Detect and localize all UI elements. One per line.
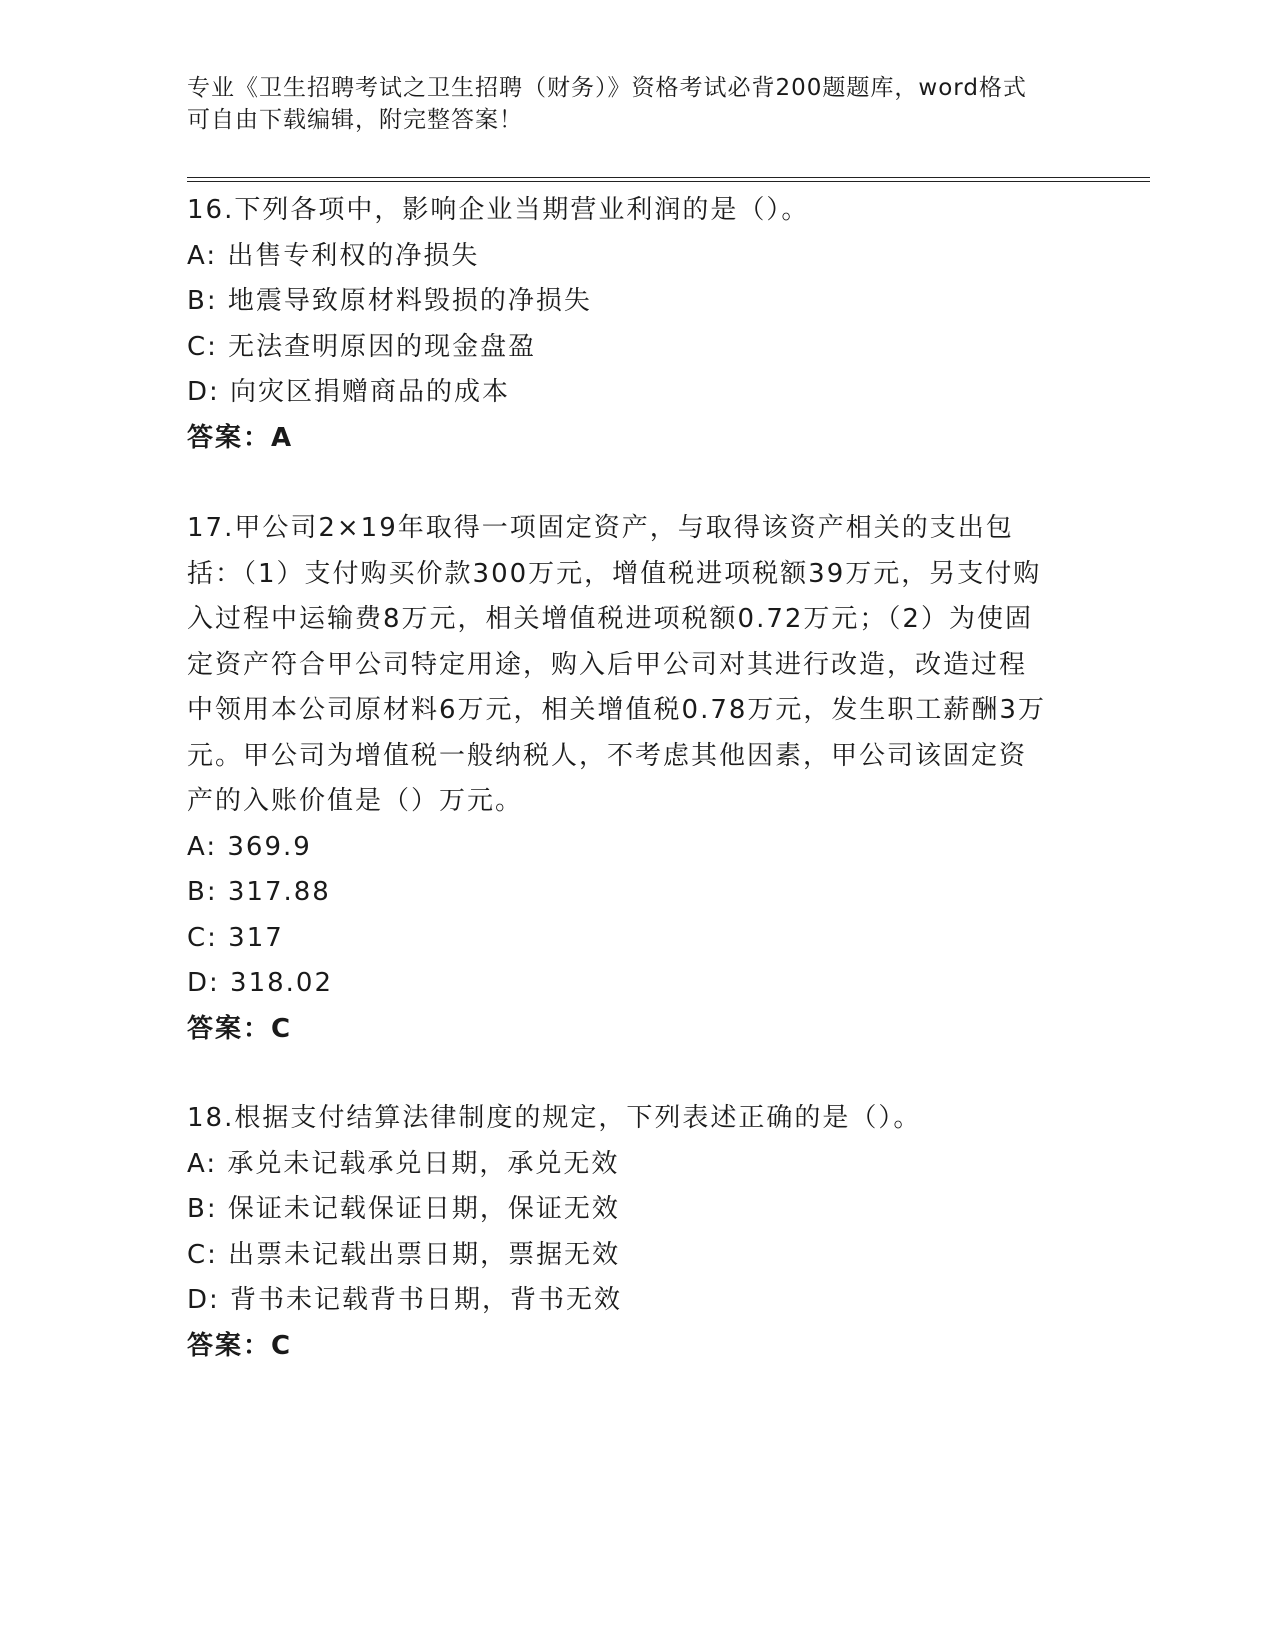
option-d: D: 背书未记载背书日期，背书无效 xyxy=(187,1285,623,1315)
answer: 答案：C xyxy=(187,1013,293,1044)
option-a: A: 369.9 xyxy=(187,831,312,862)
option-a: A: 承兑未记载承兑日期，承兑无效 xyxy=(187,1148,620,1179)
option-c: C: 出票未记载出票日期，票据无效 xyxy=(187,1239,621,1270)
option-b: B: 地震导致原材料毁损的净损失 xyxy=(187,286,592,316)
option-b: B: 保证未记载保证日期，保证无效 xyxy=(187,1194,620,1224)
document-header xyxy=(187,72,1067,136)
option-c: C: 317 xyxy=(187,922,284,953)
header-divider xyxy=(187,177,1150,182)
question-stem: 17.甲公司2×19年取得一项固定资产，与取得该资产相关的支出包括：（1）支付购买价款300万元，增值税进项税额39万元，另支付购入过程中运输费8万元，相关增值税进项税额0.72万元；（2）为使固定资产符合甲公司特定用途，购入后甲公司对其进行改造，改造过程中领用本公司原材料6万元，相关增值税0.78万元，发生职工薪酬3万元。甲公司为增值税一般纳税人，不考虑其他因素，甲公司该固定资产的入账价值是（）万元。 xyxy=(187,513,1046,816)
question-16 xyxy=(187,188,1087,461)
option-a: A: 出售专利权的净损失 xyxy=(187,240,480,271)
question-stem: 18.根据支付结算法律制度的规定，下列表述正确的是（）。 xyxy=(187,1103,922,1133)
question-18 xyxy=(187,1096,1087,1369)
option-b: B: 317.88 xyxy=(187,877,331,907)
option-c: C: 无法查明原因的现金盘盈 xyxy=(187,331,537,362)
question-17 xyxy=(187,506,1087,1052)
option-d: D: 向灾区捐赠商品的成本 xyxy=(187,377,511,407)
question-stem: 16.下列各项中，影响企业当期营业利润的是（）。 xyxy=(187,195,810,225)
header-line-2: 可自由下载编辑，附完整答案！ xyxy=(187,107,523,133)
answer: 答案：A xyxy=(187,422,294,453)
header-line-1: 专业《卫生招聘考试之卫生招聘（财务）》资格考试必背200题题库，word格式 xyxy=(187,75,1027,101)
option-d: D: 318.02 xyxy=(187,968,334,998)
answer: 答案：C xyxy=(187,1330,293,1361)
